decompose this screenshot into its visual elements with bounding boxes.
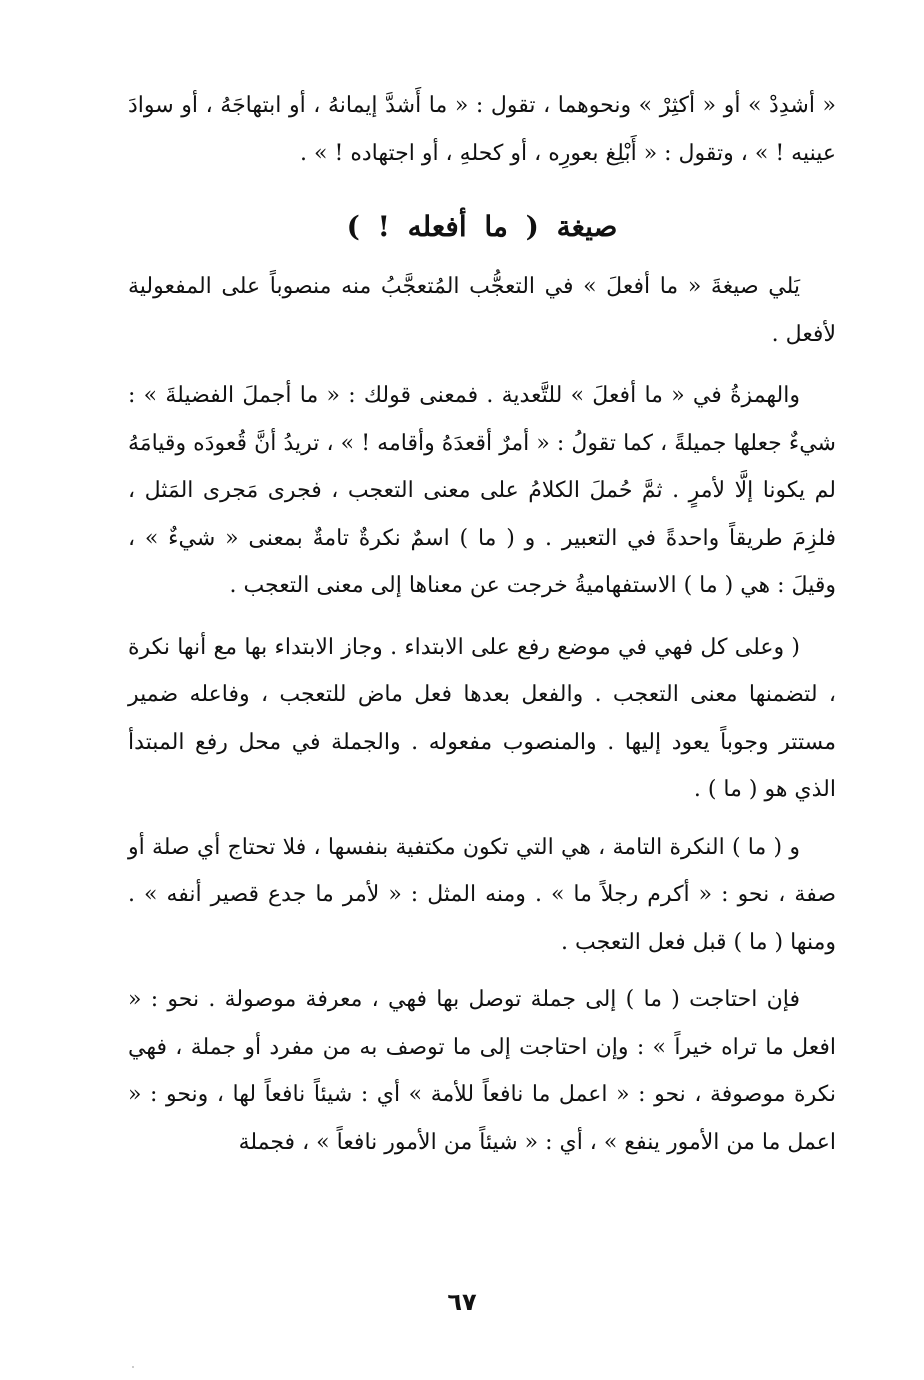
page-body — [128, 82, 836, 1166]
margin-mark — [132, 1366, 134, 1368]
paragraph-continuation: « أشدِدْ » أو « أكثِرْ » ونحوهما ، تقول : « ما أَشدَّ إيمانهُ ، أو ابتهاجَهُ ، أو سوادَ عينيه ! » ، وتقول : « أَبْلِغ بعورِه ، أو كحلهِ ، أو اجتهاده ! » . — [128, 93, 836, 166]
page-number: ٦٧ — [447, 1288, 477, 1316]
section-heading: صيغة ( ما أفعله ! ) — [346, 210, 618, 243]
paragraph-relative-ma: فإن احتاجت ( ما ) إلى جملة توصل بها فهي ، معرفة موصولة . نحو : « افعل ما تراه خيراً » : وإن احتاجت إلى ما توصف به من مفرد أو جملة ، فهي نكرة موصوفة ، نحو : « اعمل ما نافعاً للأمة » أي : شيئاً نافعاً لها ، ونحو : « اعمل ما من الأمور ينفع » ، أي : « شيئاً من الأمور نافعاً » ، فجملة — [128, 987, 836, 1155]
paragraph-hamza: والهمزةُ في « ما أفعلَ » للتَّعدية . فمعنى قولك : « ما أجملَ الفضيلةَ » : شيءٌ جعلها جميلةً ، كما تقولُ : « أمرٌ أقعدَهُ وأقامه ! » ، تريدُ أنَّ قُعودَه وقيامَهُ لم يكونا إلَّا لأمرٍ . ثمَّ حُملَ الكلامُ على معنى التعجب ، فجرى مَجرى المَثل ، فلزِمَ طريقاً واحدةً في التعبير . و ( ما ) اسمٌ نكرةٌ تامةٌ بمعنى « شيءٌ » ، وقيلَ : هي ( ما ) الاستفهاميةُ خرجت عن معناها إلى معنى التعجب . — [128, 383, 836, 598]
paragraph-formula: يَلي صيغةَ « ما أفعلَ » في التعجُّب المُتعجَّبُ منه منصوباً على المفعولية لأفعل . — [128, 274, 836, 347]
paragraph-indefinite-ma: و ( ما ) النكرة التامة ، هي التي تكون مكتفية بنفسها ، فلا تحتاج أي صلة أو صفة ، نحو : « أكرم رجلاً ما » . ومنه المثل : « لأمر ما جدع قصير أنفه » . ومنها ( ما ) قبل فعل التعجب . — [128, 834, 836, 955]
paragraph-parsing: ( وعلى كل فهي في موضع رفع على الابتداء . وجاز الابتداء بها مع أنها نكرة ، لتضمنها معنى التعجب . والفعل بعدها فعل ماض للتعجب ، وفاعله ضمير مستتر وجوباً يعود إليها . والمنصوب مفعوله . والجملة في محل رفع المبتدأ الذي هو ( ما ) . — [128, 634, 836, 802]
